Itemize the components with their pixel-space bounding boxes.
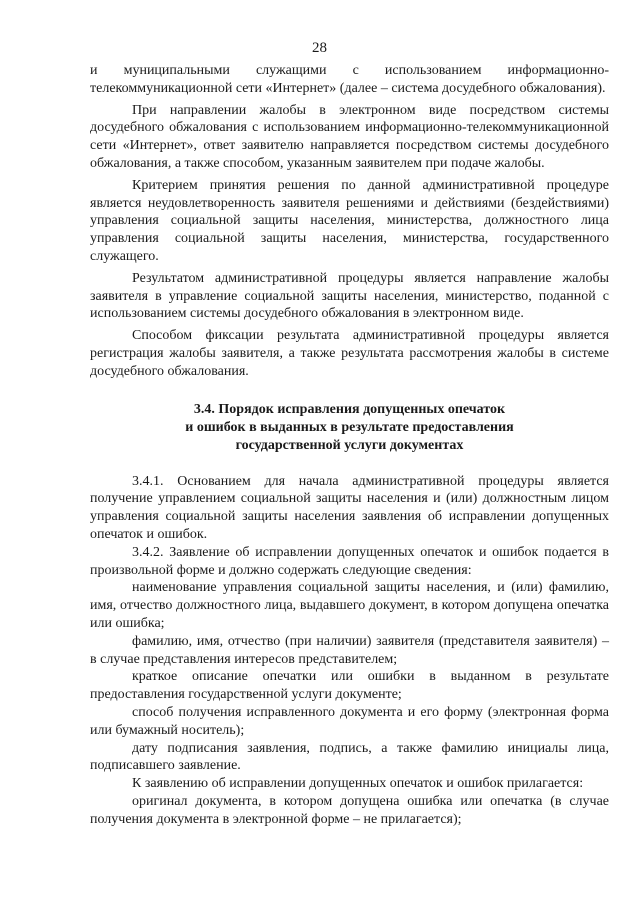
page-number: 28 <box>312 40 327 56</box>
section-heading-3-4 <box>90 401 609 455</box>
list-item-delivery-method: способ получения исправленного документа и его форму (электронная форма или бумажный носитель); <box>90 704 609 738</box>
paragraph-result-fixation: Способом фиксации результата административной процедуры является регистрация жалобы заявителя, а также результата рассмотрения жалобы в системе досудебного обжалования. <box>90 328 609 379</box>
paragraph-electronic-complaint: При направлении жалобы в электронном виде посредством системы досудебного обжалования с использованием информационно-телекоммуникационной сети «Интернет», ответ заявителю направляется посредством системы досудебного обжалования, а также способом, указанным заявителем при подаче жалобы. <box>90 102 609 171</box>
paragraph-decision-criterion: Критерием принятия решения по данной административной процедуре является неудовлетворенность заявителя решениями и действиями (бездействиями) управления социальной защиты населения, министерства, должностного лица управления социальной защиты населения, министерства, государственного служащего. <box>90 177 609 264</box>
paragraph-3-4-1: 3.4.1. Основанием для начала административной процедуры является получение управлением социальной защиты населения и (или) должностным лицом управления социальной защиты населения заявления об исправлении допущенных опечаток и ошибок. <box>90 473 609 542</box>
list-item-error-description: краткое описание опечатки или ошибки в выданном в результате предоставления государственной услуги документе; <box>90 669 609 703</box>
heading-line-1: 3.4. Порядок исправления допущенных опечаток <box>193 401 506 417</box>
list-item-department-name: наименование управления социальной защиты населения, и (или) фамилию, имя, отчество должностного лица, выдавшего документ, в котором допущена опечатка или ошибка; <box>90 580 609 631</box>
list-item-original-document: оригинал документа, в котором допущена ошибка или опечатка (в случае получения документа в электронной форме – не прилагается); <box>90 793 609 827</box>
paragraph-3-4-2: 3.4.2. Заявление об исправлении допущенных опечаток и ошибок подается в произвольной форме и должно содержать следующие сведения: <box>90 544 609 578</box>
paragraph-procedure-result: Результатом административной процедуры является направление жалобы заявителя в управление социальной защиты населения, министерство, поданной с использованием системы досудебного обжалования в электронном виде. <box>90 270 609 322</box>
heading-line-2: и ошибок в выданных в результате предоставления <box>185 419 514 435</box>
paragraph-attachments: К заявлению об исправлении допущенных опечаток и ошибок прилагается: <box>132 776 584 792</box>
paragraph-continuation: и муниципальными служащими с использованием информационно-телекоммуникационной сети «Интернет» (далее – система досудебного обжалования). <box>90 63 609 96</box>
list-item-applicant-name: фамилию, имя, отчество (при наличии) заявителя (представителя заявителя) – в случае представления интересов представителем; <box>90 633 609 667</box>
list-item-signature-date: дату подписания заявления, подпись, а также фамилию инициалы лица, подписавшего заявление. <box>90 740 609 774</box>
document-body <box>90 62 609 828</box>
heading-line-3: государственной услуги документах <box>235 437 464 453</box>
